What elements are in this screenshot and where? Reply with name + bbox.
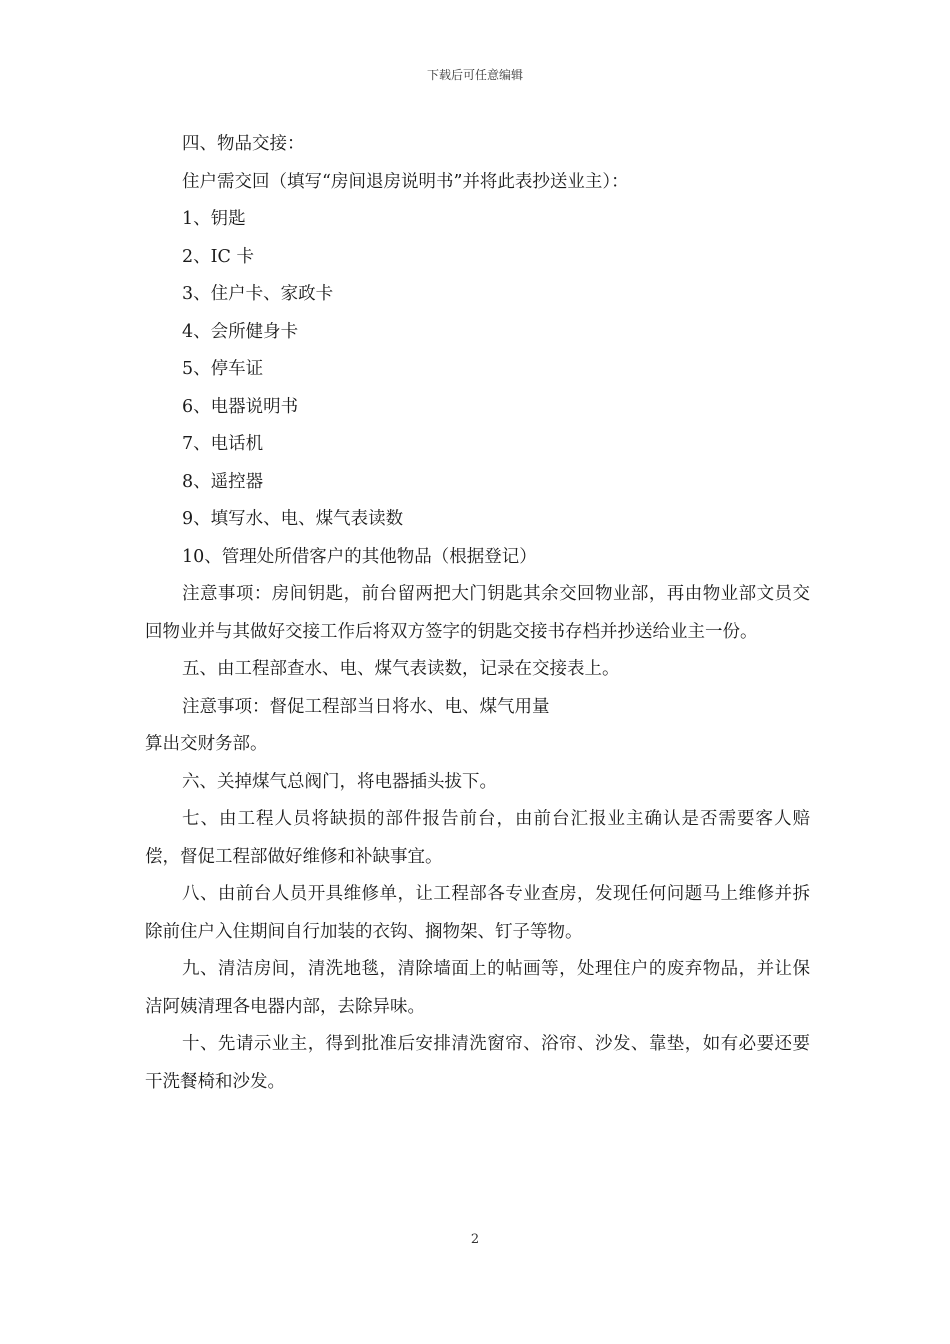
note-meters-line1: 注意事项：督促工程部当日将水、电、煤气用量 [182, 696, 550, 717]
list-item: 8、遥控器 [182, 471, 264, 492]
note-meters-line2: 算出交财务部。 [145, 734, 268, 754]
section-6: 六、关掉煤气总阀门，将电器插头拔下。 [182, 771, 497, 792]
document-body [145, 126, 810, 1101]
page-header: 下载后可任意编辑 [426, 68, 523, 82]
section-4-intro: 住户需交回（填写“房间退房说明书”并将此表抄送业主）： [182, 171, 629, 192]
section-4-title: 四、物品交接： [182, 134, 305, 154]
page-number: 2 [470, 1232, 480, 1247]
list-item: 7、电话机 [182, 434, 264, 454]
list-item: 5、停车证 [182, 359, 264, 379]
section-9: 九、清洁房间，清洗地毯，清除墙面上的帖画等，处理住户的废弃物品，并让保洁阿姨清理各电器内部，去除异味。 [145, 959, 810, 1017]
list-item: 9、填写水、电、煤气表读数 [182, 509, 404, 529]
list-item: 6、电器说明书 [182, 396, 299, 417]
section-10: 十、先请示业主，得到批准后安排清洗窗帘、浴帘、沙发、靠垫，如有必要还要干洗餐椅和沙发。 [145, 1034, 810, 1092]
section-8: 八、由前台人员开具维修单，让工程部各专业查房，发现任何问题马上维修并拆除前住户入住期间自行加装的衣钩、搁物架、钉子等物。 [145, 884, 810, 942]
section-5: 五、由工程部查水、电、煤气表读数，记录在交接表上。 [182, 659, 620, 679]
list-item: 4、会所健身卡 [182, 321, 299, 342]
list-item: 2、IC 卡 [182, 246, 254, 267]
list-item: 3、住户卡、家政卡 [182, 284, 334, 304]
list-item: 10、管理处所借客户的其他物品（根据登记） [182, 546, 537, 567]
section-7: 七、由工程人员将缺损的部件报告前台，由前台汇报业主确认是否需要客人赔偿，督促工程部做好维修和补缺事宜。 [145, 809, 810, 867]
note-keys: 注意事项：房间钥匙，前台留两把大门钥匙其余交回物业部，再由物业部文员交回物业并与其做好交接工作后将双方签字的钥匙交接书存档并抄送给业主一份。 [145, 584, 810, 642]
list-item: 1、钥匙 [182, 209, 246, 229]
